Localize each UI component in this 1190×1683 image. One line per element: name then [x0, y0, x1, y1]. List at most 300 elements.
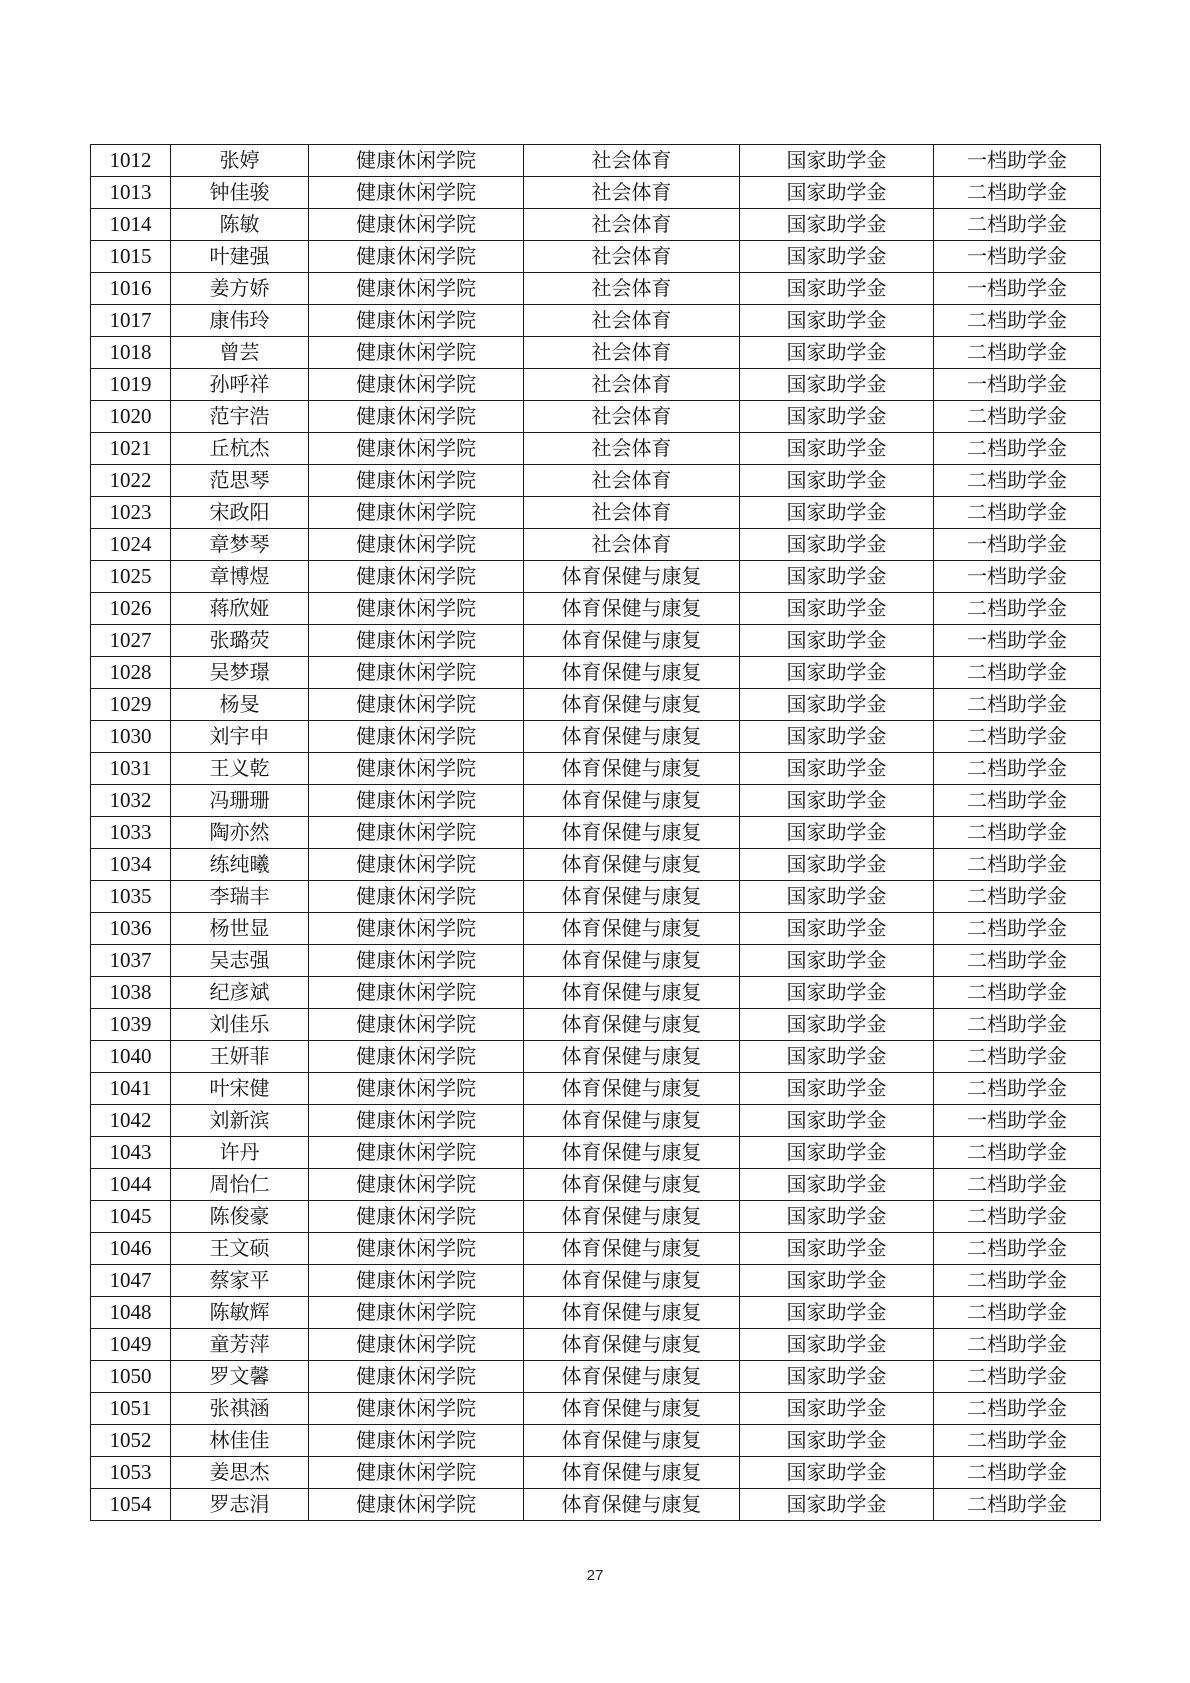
- cell-grant-type: 国家助学金: [740, 561, 934, 593]
- cell-student-id: 1048: [91, 1297, 171, 1329]
- table-row: [91, 177, 1101, 209]
- cell-grant-type: 国家助学金: [740, 305, 934, 337]
- cell-major: 体育保健与康复: [524, 1457, 740, 1489]
- cell-major: 体育保健与康复: [524, 1041, 740, 1073]
- cell-grant-level: 二档助学金: [934, 881, 1101, 913]
- cell-major: 社会体育: [524, 145, 740, 177]
- table-row: [91, 977, 1101, 1009]
- cell-student-name: 章博煜: [171, 561, 309, 593]
- cell-college: 健康休闲学院: [309, 625, 524, 657]
- cell-grant-type: 国家助学金: [740, 1041, 934, 1073]
- cell-student-name: 蒋欣娅: [171, 593, 309, 625]
- table-row: [91, 881, 1101, 913]
- cell-college: 健康休闲学院: [309, 1393, 524, 1425]
- cell-college: 健康休闲学院: [309, 1297, 524, 1329]
- cell-grant-type: 国家助学金: [740, 1009, 934, 1041]
- cell-student-id: 1049: [91, 1329, 171, 1361]
- cell-student-name: 范宇浩: [171, 401, 309, 433]
- table-row: [91, 1329, 1101, 1361]
- cell-major: 体育保健与康复: [524, 817, 740, 849]
- cell-grant-type: 国家助学金: [740, 337, 934, 369]
- cell-college: 健康休闲学院: [309, 913, 524, 945]
- cell-student-name: 杨旻: [171, 689, 309, 721]
- cell-grant-level: 一档助学金: [934, 145, 1101, 177]
- cell-student-name: 孙呼祥: [171, 369, 309, 401]
- cell-student-id: 1023: [91, 497, 171, 529]
- cell-grant-level: 二档助学金: [934, 337, 1101, 369]
- table-row: [91, 689, 1101, 721]
- table-row: [91, 1137, 1101, 1169]
- cell-major: 社会体育: [524, 241, 740, 273]
- table-row: [91, 625, 1101, 657]
- cell-grant-type: 国家助学金: [740, 177, 934, 209]
- cell-student-id: 1051: [91, 1393, 171, 1425]
- cell-student-id: 1037: [91, 945, 171, 977]
- cell-grant-level: 一档助学金: [934, 273, 1101, 305]
- cell-college: 健康休闲学院: [309, 561, 524, 593]
- cell-grant-level: 二档助学金: [934, 1329, 1101, 1361]
- table-row: [91, 1489, 1101, 1521]
- cell-student-name: 范思琴: [171, 465, 309, 497]
- cell-grant-type: 国家助学金: [740, 753, 934, 785]
- cell-grant-type: 国家助学金: [740, 1425, 934, 1457]
- cell-student-id: 1020: [91, 401, 171, 433]
- table-row: [91, 817, 1101, 849]
- cell-student-name: 丘杭杰: [171, 433, 309, 465]
- cell-student-id: 1046: [91, 1233, 171, 1265]
- cell-major: 体育保健与康复: [524, 1329, 740, 1361]
- cell-college: 健康休闲学院: [309, 369, 524, 401]
- cell-major: 社会体育: [524, 497, 740, 529]
- cell-grant-type: 国家助学金: [740, 209, 934, 241]
- cell-grant-level: 二档助学金: [934, 1457, 1101, 1489]
- cell-student-id: 1052: [91, 1425, 171, 1457]
- cell-grant-type: 国家助学金: [740, 817, 934, 849]
- cell-student-name: 冯珊珊: [171, 785, 309, 817]
- cell-grant-type: 国家助学金: [740, 1297, 934, 1329]
- cell-student-name: 叶建强: [171, 241, 309, 273]
- cell-major: 体育保健与康复: [524, 1361, 740, 1393]
- table-row: [91, 1233, 1101, 1265]
- cell-grant-level: 二档助学金: [934, 721, 1101, 753]
- cell-grant-level: 二档助学金: [934, 817, 1101, 849]
- cell-student-name: 康伟玲: [171, 305, 309, 337]
- cell-grant-level: 二档助学金: [934, 1137, 1101, 1169]
- table-row: [91, 657, 1101, 689]
- cell-college: 健康休闲学院: [309, 177, 524, 209]
- cell-student-id: 1044: [91, 1169, 171, 1201]
- cell-grant-type: 国家助学金: [740, 1393, 934, 1425]
- table-row: [91, 1009, 1101, 1041]
- cell-major: 体育保健与康复: [524, 1105, 740, 1137]
- cell-student-name: 姜方娇: [171, 273, 309, 305]
- table-row: [91, 945, 1101, 977]
- cell-college: 健康休闲学院: [309, 1009, 524, 1041]
- cell-student-id: 1036: [91, 913, 171, 945]
- cell-college: 健康休闲学院: [309, 817, 524, 849]
- cell-major: 体育保健与康复: [524, 977, 740, 1009]
- cell-student-id: 1033: [91, 817, 171, 849]
- cell-grant-type: 国家助学金: [740, 145, 934, 177]
- cell-major: 体育保健与康复: [524, 1233, 740, 1265]
- cell-student-id: 1043: [91, 1137, 171, 1169]
- cell-major: 体育保健与康复: [524, 1137, 740, 1169]
- cell-grant-level: 二档助学金: [934, 657, 1101, 689]
- cell-student-name: 李瑞丰: [171, 881, 309, 913]
- cell-grant-type: 国家助学金: [740, 1233, 934, 1265]
- cell-student-name: 王义乾: [171, 753, 309, 785]
- cell-student-id: 1027: [91, 625, 171, 657]
- cell-student-id: 1054: [91, 1489, 171, 1521]
- cell-college: 健康休闲学院: [309, 1201, 524, 1233]
- cell-college: 健康休闲学院: [309, 433, 524, 465]
- cell-student-id: 1025: [91, 561, 171, 593]
- cell-major: 体育保健与康复: [524, 1265, 740, 1297]
- cell-grant-type: 国家助学金: [740, 241, 934, 273]
- cell-student-name: 罗文馨: [171, 1361, 309, 1393]
- cell-grant-level: 二档助学金: [934, 1073, 1101, 1105]
- cell-student-name: 王文硕: [171, 1233, 309, 1265]
- cell-student-id: 1039: [91, 1009, 171, 1041]
- page-number: 27: [586, 1567, 604, 1584]
- cell-student-id: 1031: [91, 753, 171, 785]
- table-row: [91, 465, 1101, 497]
- cell-college: 健康休闲学院: [309, 337, 524, 369]
- table-row: [91, 1073, 1101, 1105]
- cell-college: 健康休闲学院: [309, 593, 524, 625]
- cell-college: 健康休闲学院: [309, 401, 524, 433]
- table-row: [91, 369, 1101, 401]
- table-row: [91, 849, 1101, 881]
- cell-college: 健康休闲学院: [309, 1489, 524, 1521]
- table-row: [91, 1393, 1101, 1425]
- cell-college: 健康休闲学院: [309, 241, 524, 273]
- table-row: [91, 1105, 1101, 1137]
- cell-student-name: 张璐荧: [171, 625, 309, 657]
- table-row: [91, 1041, 1101, 1073]
- cell-grant-type: 国家助学金: [740, 977, 934, 1009]
- cell-grant-level: 一档助学金: [934, 241, 1101, 273]
- cell-college: 健康休闲学院: [309, 1105, 524, 1137]
- cell-grant-type: 国家助学金: [740, 273, 934, 305]
- cell-major: 社会体育: [524, 337, 740, 369]
- cell-student-id: 1028: [91, 657, 171, 689]
- cell-student-name: 吴梦璟: [171, 657, 309, 689]
- table-row: [91, 497, 1101, 529]
- cell-grant-level: 一档助学金: [934, 625, 1101, 657]
- cell-student-name: 林佳佳: [171, 1425, 309, 1457]
- cell-student-id: 1034: [91, 849, 171, 881]
- cell-student-name: 纪彦斌: [171, 977, 309, 1009]
- table-row: [91, 593, 1101, 625]
- cell-student-id: 1024: [91, 529, 171, 561]
- scholarship-table: [90, 144, 1101, 1521]
- cell-major: 社会体育: [524, 209, 740, 241]
- cell-student-id: 1042: [91, 1105, 171, 1137]
- table-row: [91, 209, 1101, 241]
- table-row: [91, 241, 1101, 273]
- cell-major: 体育保健与康复: [524, 785, 740, 817]
- table-row: [91, 401, 1101, 433]
- cell-student-name: 叶宋健: [171, 1073, 309, 1105]
- cell-major: 体育保健与康复: [524, 913, 740, 945]
- cell-major: 体育保健与康复: [524, 561, 740, 593]
- cell-grant-type: 国家助学金: [740, 913, 934, 945]
- cell-student-name: 宋政阳: [171, 497, 309, 529]
- cell-college: 健康休闲学院: [309, 273, 524, 305]
- cell-student-id: 1022: [91, 465, 171, 497]
- cell-student-id: 1012: [91, 145, 171, 177]
- table-row: [91, 273, 1101, 305]
- cell-college: 健康休闲学院: [309, 1233, 524, 1265]
- cell-grant-level: 二档助学金: [934, 209, 1101, 241]
- cell-grant-type: 国家助学金: [740, 657, 934, 689]
- cell-student-id: 1019: [91, 369, 171, 401]
- cell-major: 体育保健与康复: [524, 593, 740, 625]
- cell-major: 体育保健与康复: [524, 1201, 740, 1233]
- cell-grant-level: 二档助学金: [934, 1489, 1101, 1521]
- cell-grant-type: 国家助学金: [740, 881, 934, 913]
- cell-student-id: 1035: [91, 881, 171, 913]
- cell-college: 健康休闲学院: [309, 1265, 524, 1297]
- cell-student-id: 1047: [91, 1265, 171, 1297]
- cell-grant-level: 一档助学金: [934, 369, 1101, 401]
- cell-grant-level: 二档助学金: [934, 849, 1101, 881]
- cell-college: 健康休闲学院: [309, 1361, 524, 1393]
- cell-student-id: 1032: [91, 785, 171, 817]
- cell-student-name: 许丹: [171, 1137, 309, 1169]
- cell-college: 健康休闲学院: [309, 497, 524, 529]
- cell-grant-level: 二档助学金: [934, 785, 1101, 817]
- cell-student-id: 1026: [91, 593, 171, 625]
- cell-major: 体育保健与康复: [524, 689, 740, 721]
- table-row: [91, 529, 1101, 561]
- cell-grant-level: 二档助学金: [934, 1009, 1101, 1041]
- cell-student-name: 罗志涓: [171, 1489, 309, 1521]
- cell-student-name: 陈敏辉: [171, 1297, 309, 1329]
- cell-college: 健康休闲学院: [309, 945, 524, 977]
- cell-college: 健康休闲学院: [309, 529, 524, 561]
- table-row: [91, 1361, 1101, 1393]
- cell-college: 健康休闲学院: [309, 881, 524, 913]
- cell-grant-level: 一档助学金: [934, 561, 1101, 593]
- table-row: [91, 305, 1101, 337]
- cell-grant-type: 国家助学金: [740, 465, 934, 497]
- cell-student-id: 1041: [91, 1073, 171, 1105]
- table-row: [91, 1201, 1101, 1233]
- cell-college: 健康休闲学院: [309, 721, 524, 753]
- cell-grant-level: 二档助学金: [934, 689, 1101, 721]
- cell-student-name: 钟佳骏: [171, 177, 309, 209]
- cell-college: 健康休闲学院: [309, 305, 524, 337]
- cell-grant-level: 二档助学金: [934, 177, 1101, 209]
- cell-grant-type: 国家助学金: [740, 1265, 934, 1297]
- cell-student-name: 张祺涵: [171, 1393, 309, 1425]
- cell-college: 健康休闲学院: [309, 1169, 524, 1201]
- table-row: [91, 1425, 1101, 1457]
- cell-student-id: 1050: [91, 1361, 171, 1393]
- cell-college: 健康休闲学院: [309, 1425, 524, 1457]
- cell-student-id: 1015: [91, 241, 171, 273]
- cell-student-name: 刘宇申: [171, 721, 309, 753]
- table-row: [91, 913, 1101, 945]
- cell-grant-level: 二档助学金: [934, 977, 1101, 1009]
- cell-grant-level: 二档助学金: [934, 1297, 1101, 1329]
- cell-grant-type: 国家助学金: [740, 785, 934, 817]
- table-row: [91, 433, 1101, 465]
- cell-grant-type: 国家助学金: [740, 1201, 934, 1233]
- cell-grant-level: 二档助学金: [934, 497, 1101, 529]
- table-row: [91, 1265, 1101, 1297]
- cell-college: 健康休闲学院: [309, 1137, 524, 1169]
- cell-major: 体育保健与康复: [524, 1009, 740, 1041]
- cell-grant-type: 国家助学金: [740, 1361, 934, 1393]
- cell-grant-level: 二档助学金: [934, 1265, 1101, 1297]
- table-row: [91, 1297, 1101, 1329]
- cell-student-name: 张婷: [171, 145, 309, 177]
- cell-major: 体育保健与康复: [524, 1169, 740, 1201]
- cell-major: 社会体育: [524, 369, 740, 401]
- cell-grant-level: 二档助学金: [934, 1233, 1101, 1265]
- table-row: [91, 1169, 1101, 1201]
- cell-major: 体育保健与康复: [524, 721, 740, 753]
- cell-college: 健康休闲学院: [309, 1457, 524, 1489]
- cell-grant-level: 二档助学金: [934, 433, 1101, 465]
- cell-grant-level: 一档助学金: [934, 1105, 1101, 1137]
- cell-student-name: 杨世显: [171, 913, 309, 945]
- cell-grant-type: 国家助学金: [740, 497, 934, 529]
- cell-grant-type: 国家助学金: [740, 721, 934, 753]
- table-body: [91, 145, 1101, 1521]
- cell-student-name: 陈俊豪: [171, 1201, 309, 1233]
- cell-student-name: 蔡家平: [171, 1265, 309, 1297]
- table-row: [91, 561, 1101, 593]
- cell-student-name: 吴志强: [171, 945, 309, 977]
- cell-student-name: 练纯曦: [171, 849, 309, 881]
- cell-major: 体育保健与康复: [524, 1073, 740, 1105]
- cell-major: 社会体育: [524, 177, 740, 209]
- cell-college: 健康休闲学院: [309, 465, 524, 497]
- cell-college: 健康休闲学院: [309, 209, 524, 241]
- cell-major: 社会体育: [524, 433, 740, 465]
- cell-grant-type: 国家助学金: [740, 1329, 934, 1361]
- cell-grant-type: 国家助学金: [740, 1137, 934, 1169]
- cell-student-id: 1053: [91, 1457, 171, 1489]
- cell-grant-type: 国家助学金: [740, 689, 934, 721]
- cell-student-name: 姜思杰: [171, 1457, 309, 1489]
- cell-major: 社会体育: [524, 465, 740, 497]
- cell-student-id: 1029: [91, 689, 171, 721]
- table-row: [91, 753, 1101, 785]
- cell-student-name: 王妍菲: [171, 1041, 309, 1073]
- cell-college: 健康休闲学院: [309, 849, 524, 881]
- cell-grant-level: 二档助学金: [934, 945, 1101, 977]
- cell-grant-type: 国家助学金: [740, 433, 934, 465]
- cell-student-id: 1013: [91, 177, 171, 209]
- cell-grant-type: 国家助学金: [740, 1169, 934, 1201]
- cell-student-id: 1038: [91, 977, 171, 1009]
- table-row: [91, 721, 1101, 753]
- cell-grant-type: 国家助学金: [740, 1105, 934, 1137]
- table-row: [91, 1457, 1101, 1489]
- cell-major: 体育保健与康复: [524, 1425, 740, 1457]
- cell-grant-type: 国家助学金: [740, 625, 934, 657]
- cell-student-id: 1021: [91, 433, 171, 465]
- cell-grant-level: 二档助学金: [934, 1425, 1101, 1457]
- cell-college: 健康休闲学院: [309, 689, 524, 721]
- cell-major: 体育保健与康复: [524, 849, 740, 881]
- cell-grant-type: 国家助学金: [740, 369, 934, 401]
- cell-student-id: 1016: [91, 273, 171, 305]
- cell-student-name: 章梦琴: [171, 529, 309, 561]
- cell-major: 社会体育: [524, 529, 740, 561]
- cell-major: 体育保健与康复: [524, 945, 740, 977]
- cell-major: 体育保健与康复: [524, 625, 740, 657]
- cell-student-id: 1018: [91, 337, 171, 369]
- cell-college: 健康休闲学院: [309, 1073, 524, 1105]
- cell-grant-level: 二档助学金: [934, 465, 1101, 497]
- cell-grant-type: 国家助学金: [740, 849, 934, 881]
- cell-grant-type: 国家助学金: [740, 401, 934, 433]
- cell-major: 体育保健与康复: [524, 1297, 740, 1329]
- cell-college: 健康休闲学院: [309, 785, 524, 817]
- cell-major: 体育保健与康复: [524, 753, 740, 785]
- cell-student-id: 1014: [91, 209, 171, 241]
- cell-student-name: 刘佳乐: [171, 1009, 309, 1041]
- cell-grant-type: 国家助学金: [740, 529, 934, 561]
- cell-major: 体育保健与康复: [524, 881, 740, 913]
- cell-student-name: 刘新滨: [171, 1105, 309, 1137]
- cell-major: 社会体育: [524, 401, 740, 433]
- cell-major: 体育保健与康复: [524, 1393, 740, 1425]
- cell-college: 健康休闲学院: [309, 1041, 524, 1073]
- cell-student-name: 陶亦然: [171, 817, 309, 849]
- cell-grant-level: 二档助学金: [934, 1393, 1101, 1425]
- cell-grant-level: 二档助学金: [934, 305, 1101, 337]
- cell-grant-level: 二档助学金: [934, 593, 1101, 625]
- cell-grant-level: 二档助学金: [934, 1201, 1101, 1233]
- cell-student-id: 1040: [91, 1041, 171, 1073]
- cell-student-name: 陈敏: [171, 209, 309, 241]
- table-row: [91, 145, 1101, 177]
- cell-major: 社会体育: [524, 273, 740, 305]
- cell-grant-type: 国家助学金: [740, 945, 934, 977]
- table-row: [91, 785, 1101, 817]
- cell-college: 健康休闲学院: [309, 145, 524, 177]
- cell-major: 社会体育: [524, 305, 740, 337]
- cell-grant-level: 二档助学金: [934, 1169, 1101, 1201]
- cell-college: 健康休闲学院: [309, 977, 524, 1009]
- cell-grant-level: 一档助学金: [934, 529, 1101, 561]
- cell-grant-level: 二档助学金: [934, 913, 1101, 945]
- cell-student-name: 周怡仁: [171, 1169, 309, 1201]
- cell-grant-type: 国家助学金: [740, 1489, 934, 1521]
- cell-major: 体育保健与康复: [524, 1489, 740, 1521]
- cell-college: 健康休闲学院: [309, 657, 524, 689]
- cell-student-name: 曾芸: [171, 337, 309, 369]
- cell-major: 体育保健与康复: [524, 657, 740, 689]
- cell-grant-level: 二档助学金: [934, 1041, 1101, 1073]
- cell-grant-type: 国家助学金: [740, 593, 934, 625]
- cell-student-id: 1017: [91, 305, 171, 337]
- cell-grant-type: 国家助学金: [740, 1073, 934, 1105]
- cell-college: 健康休闲学院: [309, 753, 524, 785]
- table-row: [91, 337, 1101, 369]
- cell-grant-level: 二档助学金: [934, 1361, 1101, 1393]
- cell-student-id: 1045: [91, 1201, 171, 1233]
- cell-student-id: 1030: [91, 721, 171, 753]
- cell-grant-level: 二档助学金: [934, 753, 1101, 785]
